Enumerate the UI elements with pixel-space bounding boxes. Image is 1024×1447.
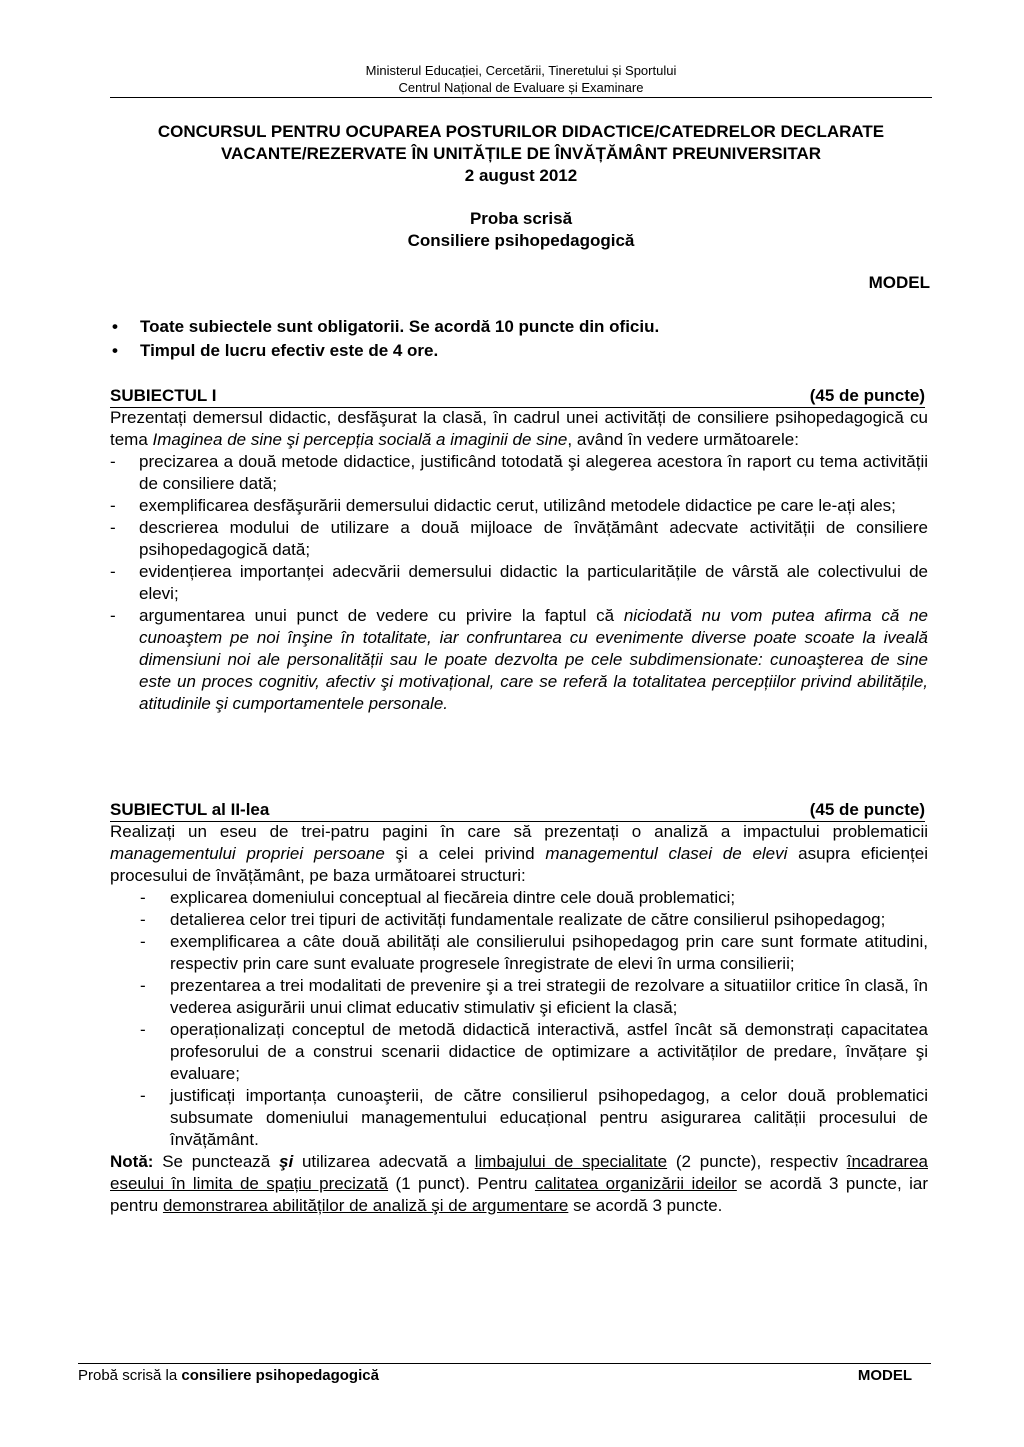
exam-date: 2 august 2012 — [464, 166, 578, 185]
title-line-2: VACANTE/REZERVATE ÎN UNITĂȚILE DE ÎNVĂȚĂMÂNT PREUNIVERSITAR — [220, 144, 822, 163]
discipline-name: Consiliere psihopedagogică — [407, 231, 635, 250]
subject-1-heading — [110, 385, 925, 408]
quoted-statement: niciodată nu vom putea afirma că ne cunoaştem pe noi înşine în totalitate, iar confruntarea cu evenimente diverse poate scoate la iveală dimensiuni noi ale personalității sau le poate dezvolta pe cele subdimensionate: cunoaşterea de sine este un proces cognitiv, afectiv şi motivațional, care se referă la totalitatea percepțiilor privind abilitățile, atitudinile şi cumportamentele personale. — [139, 606, 928, 713]
general-rules — [110, 315, 659, 363]
footer-discipline: consiliere psihopedagogică — [181, 1367, 379, 1384]
structure-item: - explicarea domeniului conceptual al fiecăreia dintre cele două problematici; — [110, 887, 928, 909]
structure-item: - justificați importanța cunoaşterii, de către consilierul psihopedagog, a celor două problematici subsumate domeniului managementului educațional pentru asigurarea calității procesului de învățământ. — [110, 1085, 928, 1151]
ministry-name: Ministerul Educației, Cercetării, Tineretului și Sportului — [365, 63, 677, 78]
subject-1-intro: Prezentați demersul didactic, desfăşurat la clasă, în cadrul unei activități de consiliere psihopedagogică cu tema Imaginea de sine şi percepția socială a imaginii de sine, având în vedere următoarele: — [110, 408, 928, 449]
footer-model-label: MODEL — [857, 1367, 912, 1384]
grading-note: Notă: Se punctează şi utilizarea adecvată a limbajului de specialitate (2 puncte), respectiv încadrarea eseului în limita de spațiu precizată (1 punct). Pentru calitatea organizării ideilor se acordă 3 puncte, iar pentru demonstrarea abilităților de analiză şi de argumentare se acordă 3 puncte. — [110, 1152, 928, 1215]
activity-theme: Imaginea de sine şi percepția socială a imaginii de sine — [152, 430, 568, 449]
subject-2-structure — [110, 887, 928, 1151]
subject-2-points: (45 de puncte) — [809, 800, 925, 819]
subject-1-title: SUBIECTUL I — [110, 386, 217, 405]
header-divider — [110, 97, 932, 98]
requirement-item: - argumentarea unui punct de vedere cu privire la faptul că niciodată nu vom putea afirma că ne cunoaştem pe noi înşine în totalitate, iar confruntarea cu evenimente diverse poate scoate la iveală dimensiuni noi ale personalității sau le poate dezvolta pe cele subdimensionate: cunoaşterea de sine este un proces cognitiv, afectiv şi motivațional, care se referă la totalitatea percepțiilor privind abilitățile, atitudinile şi cumportamentele personale. — [110, 605, 928, 715]
subject-1-points: (45 de puncte) — [809, 386, 925, 405]
model-label: MODEL — [868, 273, 930, 292]
subject-2-title: SUBIECTUL al II-lea — [110, 800, 270, 819]
requirement-item: - precizarea a două metode didactice, justificând totodată şi alegerea acestora în raport cu tema activității de consiliere dată; — [110, 451, 928, 495]
note-label: Notă: — [110, 1152, 154, 1171]
structure-item: - prezentarea a trei modalitati de prevenire şi a trei strategii de rezolvare a situatiilor critice în clasă, în vederea asigurării unui climat educativ stimulativ şi eficient la clasă; — [110, 975, 928, 1019]
subject-1-requirements — [110, 451, 928, 715]
subject-2-intro: Realizați un eseu de trei-patru pagini în care să prezentați o analiză a impactului problematicii managementului propriei persoane şi a celei privind managementul clasei de elevi asupra eficienței procesului de învățământ, pe baza următoarei structuri: — [110, 822, 928, 885]
rule-item: • Toate subiectele sunt obligatorii. Se acordă 10 puncte din oficiu. — [110, 315, 659, 339]
subject-2-body — [110, 821, 928, 1217]
rule-item: • Timpul de lucru efectiv este de 4 ore. — [110, 339, 659, 363]
footer-divider — [78, 1363, 931, 1364]
center-name: Centrul Național de Evaluare și Examinare — [398, 80, 644, 95]
subject-1-body — [110, 407, 928, 715]
footer-caption: Probă scrisă la consiliere psihopedagogică — [78, 1367, 379, 1384]
requirement-item: - exemplificarea desfăşurării demersului didactic cerut, utilizând metodele didactice pe care le-ați ales; — [110, 495, 928, 517]
structure-item: - exemplificarea a câte două abilități ale consilierului psihopedagog prin care sunt formate atitudini, respectiv prin care sunt evaluate progresele înregistrate de elevi în urma consilierii; — [110, 931, 928, 975]
title-line-1: CONCURSUL PENTRU OCUPAREA POSTURILOR DIDACTICE/CATEDRELOR DECLARATE — [157, 122, 885, 141]
subject-2-heading — [110, 799, 925, 822]
structure-item: - operaționalizați conceptul de metodă didactică interactivă, astfel încât să demonstrați capacitatea profesorului de a construi scenarii didactice de optimizare a activităților de predare, învățare şi evaluare; — [110, 1019, 928, 1085]
exam-type: Proba scrisă — [469, 209, 573, 228]
requirement-item: - evidențierea importanței adecvării demersului didactic la particularitățile de vârstă ale colectivului de elevi; — [110, 561, 928, 605]
requirement-item: - descrierea modului de utilizare a două mijloace de învățământ adecvate activității de consiliere psihopedagogică dată; — [110, 517, 928, 561]
structure-item: - detalierea celor trei tipuri de activități fundamentale realizate de către consilierul psihopedagog; — [110, 909, 928, 931]
